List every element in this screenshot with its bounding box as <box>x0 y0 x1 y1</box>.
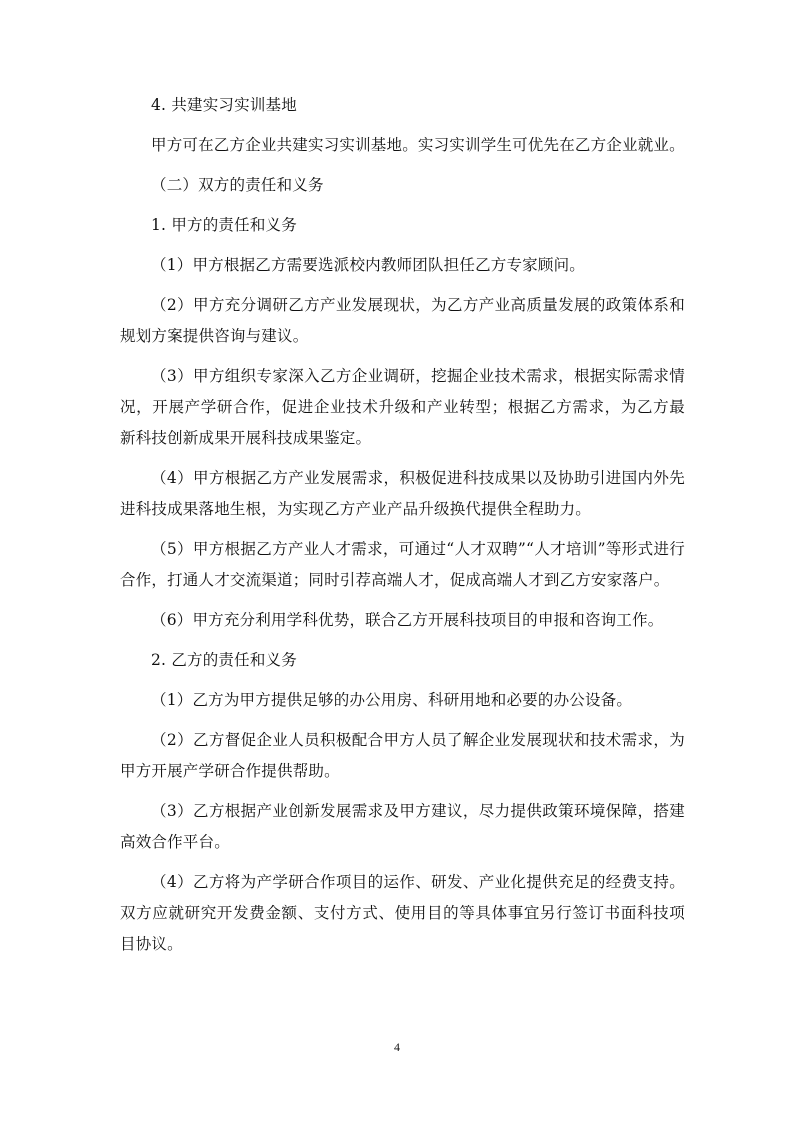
subheading-party-b: 2. 乙方的责任和义务 <box>151 651 297 669</box>
party-a-item-6: （6）甲方充分利用学科优势，联合乙方开展科技项目的申报和咨询工作。 <box>151 611 664 629</box>
page-number: 4 <box>394 1040 400 1054</box>
section-heading-responsibilities: （二）双方的责任和义务 <box>151 176 324 194</box>
party-b-item-1: （1）乙方为甲方提供足够的办公用房、科研用地和必要的办公设备。 <box>151 691 633 709</box>
section-heading-training-base: 4. 共建实习实训基地 <box>151 96 297 114</box>
party-a-item-1: （1）甲方根据乙方需要选派校内教师团队担任乙方专家顾问。 <box>151 256 585 274</box>
party-a-item-3: （3）甲方组织专家深入乙方企业调研，挖掘企业技术需求，根据实际需求情况，开展产学研合作，促进企业技术升级和产业转型；根据乙方需求，为乙方最新科技创新成果开展科技成果鉴定。 <box>120 367 685 447</box>
subheading-party-a: 1. 甲方的责任和义务 <box>151 216 297 234</box>
party-b-item-2: （2）乙方督促企业人员积极配合甲方人员了解企业发展现状和技术需求，为甲方开展产学研合作提供帮助。 <box>120 731 685 780</box>
party-a-item-2: （2）甲方充分调研乙方产业发展现状，为乙方产业高质量发展的政策体系和规划方案提供咨询与建议。 <box>120 296 685 345</box>
party-a-item-4: （4）甲方根据乙方产业发展需求，积极促进科技成果以及协助引进国内外先进科技成果落地生根，为实现乙方产业产品升级换代提供全程助力。 <box>120 469 685 518</box>
party-b-item-4: （4）乙方将为产学研合作项目的运作、研发、产业化提供充足的经费支持。双方应就研究开发费金额、支付方式、使用目的等具体事宜另行签订书面科技项目协议。 <box>120 873 685 953</box>
party-a-item-5: （5）甲方根据乙方产业人才需求，可通过“人才双聘”“人才培训”等形式进行合作，打通人才交流渠道；同时引荐高端人才，促成高端人才到乙方安家落户。 <box>120 540 685 589</box>
party-b-item-3: （3）乙方根据产业创新发展需求及甲方建议，尽力提供政策环境保障，搭建高效合作平台。 <box>120 802 685 851</box>
paragraph-training-base: 甲方可在乙方企业共建实习实训基地。实习实训学生可优先在乙方企业就业。 <box>151 136 685 154</box>
page-content <box>120 90 685 969</box>
